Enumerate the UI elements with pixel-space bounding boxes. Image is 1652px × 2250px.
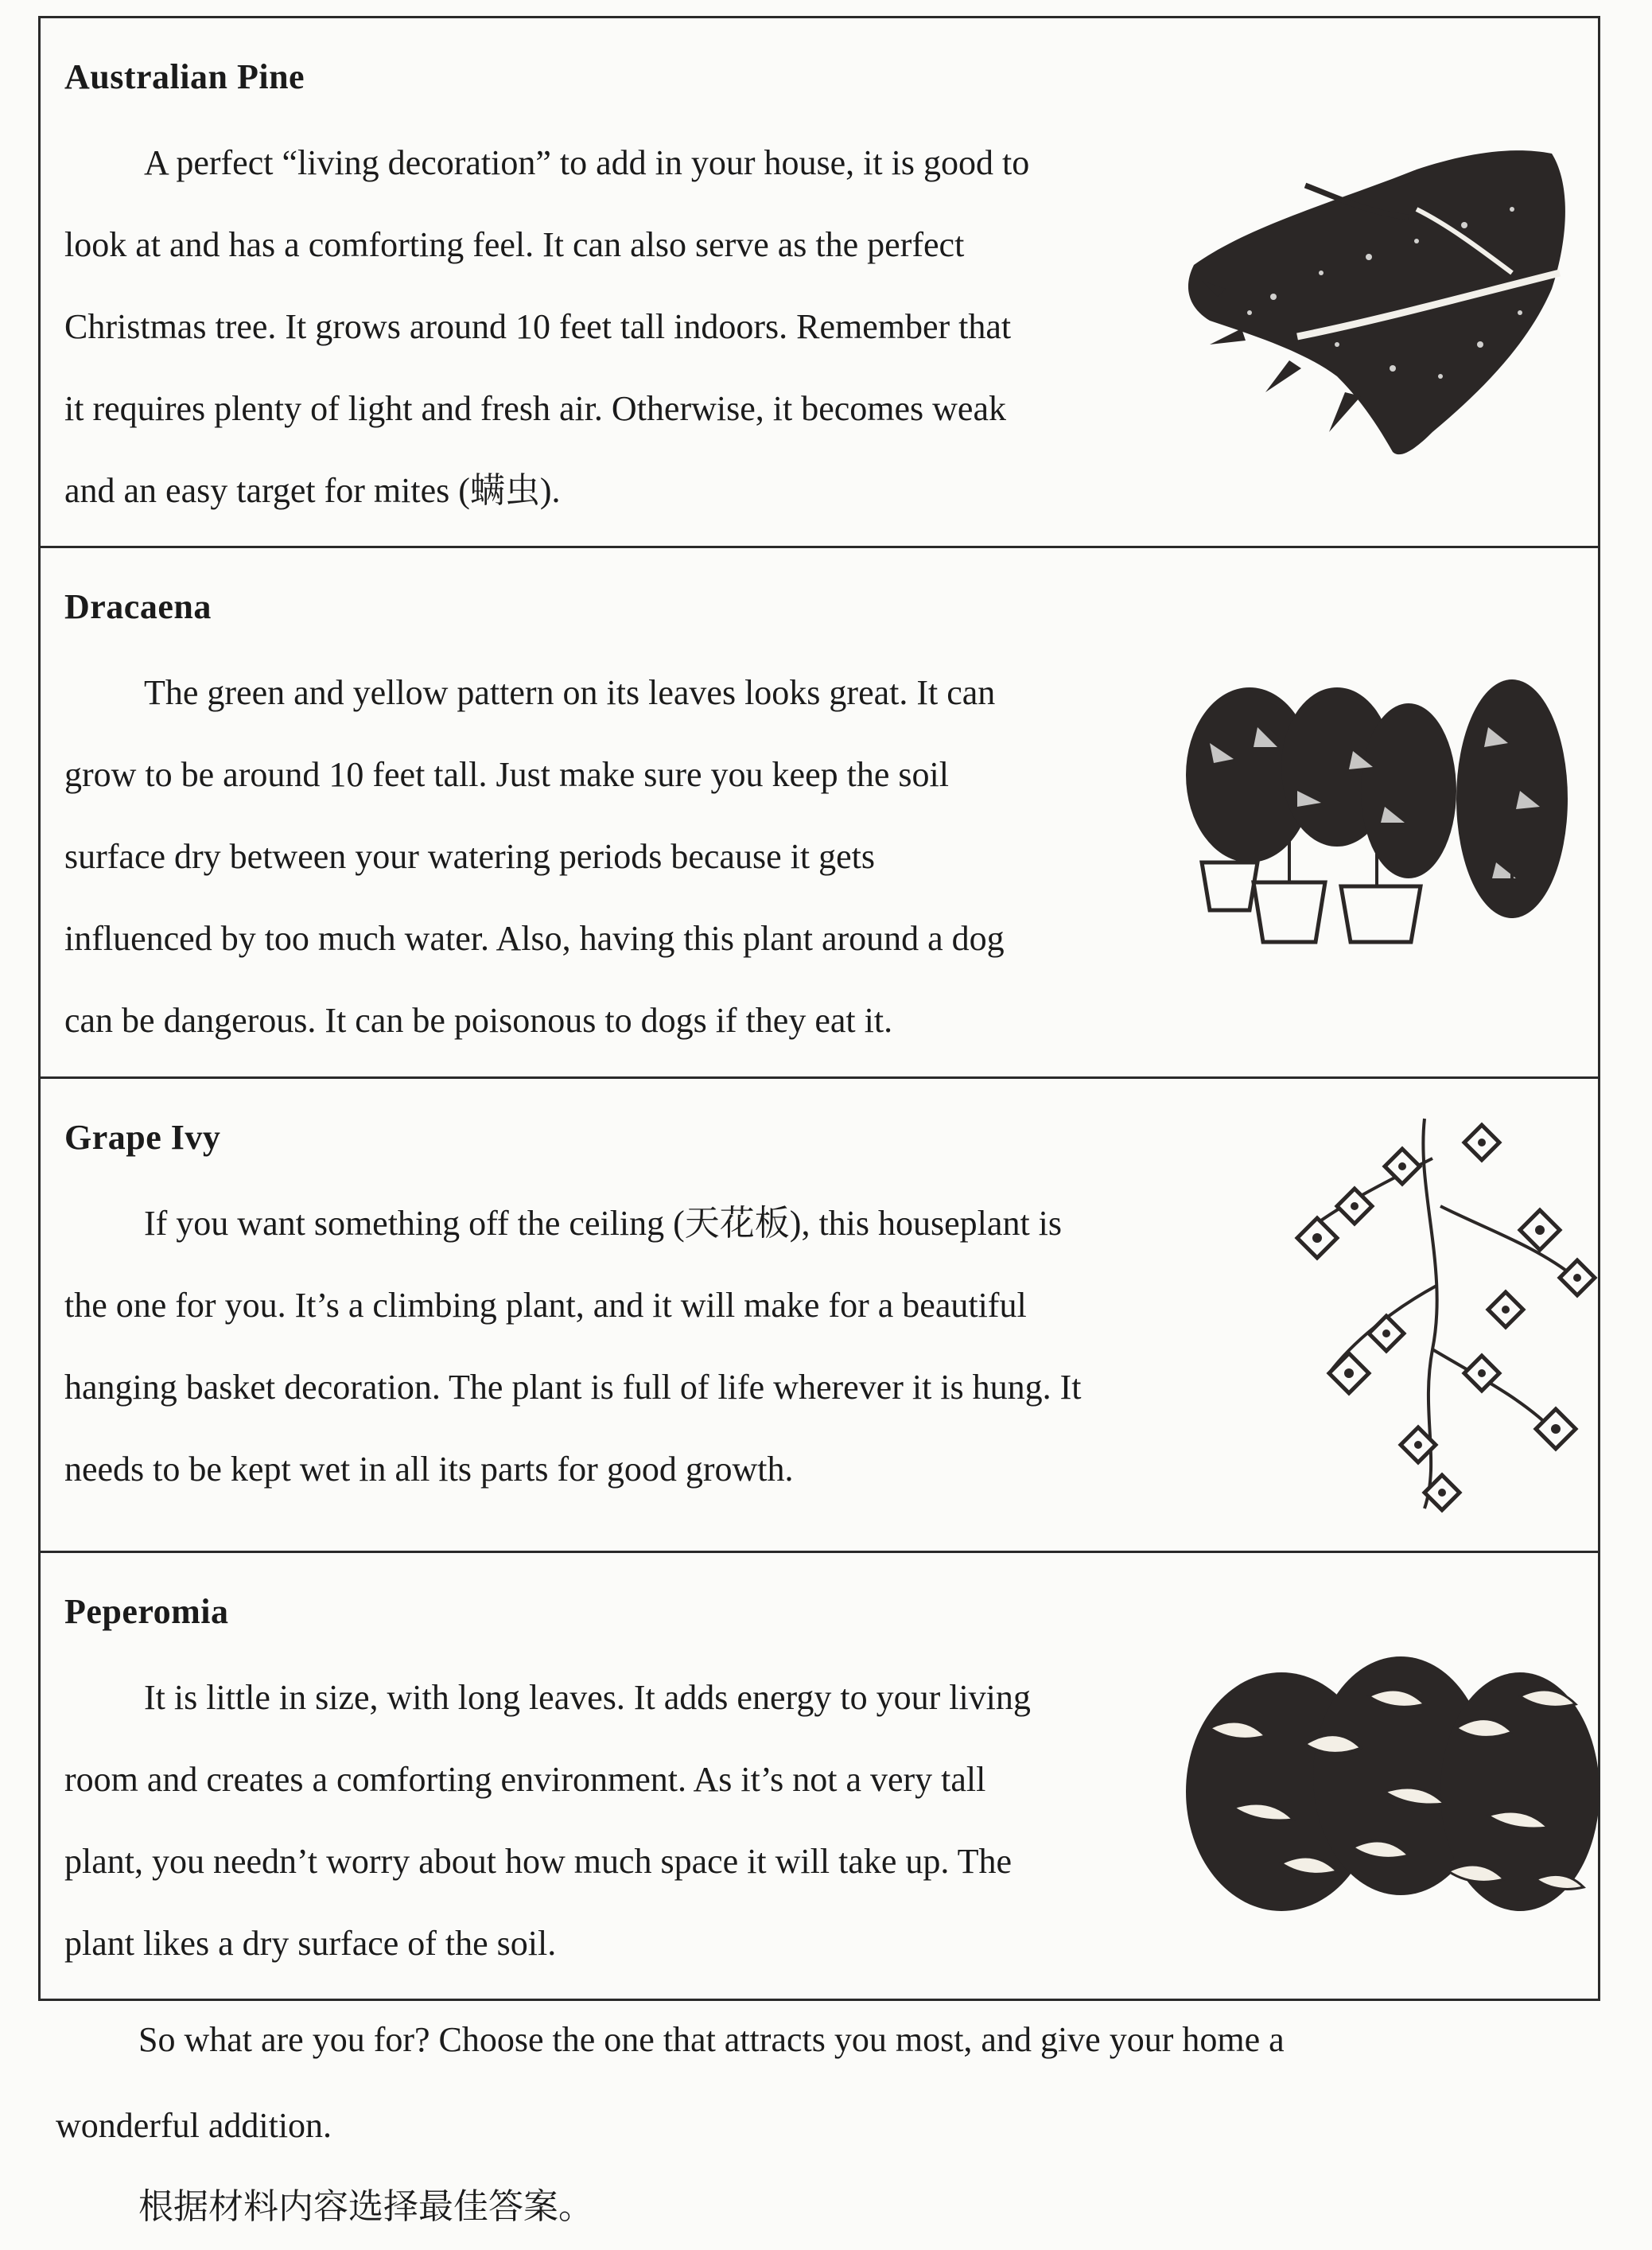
grape-ivy-illustration	[1265, 1111, 1600, 1516]
plant-table	[38, 16, 1600, 2001]
pine-branch-illustration	[1178, 138, 1576, 472]
description-line: room and creates a comforting environment. As it’s not a very tall	[64, 1760, 986, 1799]
description-line: grow to be around 10 feet tall. Just make sure you keep the soil	[64, 755, 949, 794]
plant-description	[64, 1182, 1202, 1510]
description-line: plant, you needn’t worry about how much space it will take up. The	[64, 1842, 1012, 1881]
closing-paragraph	[56, 1997, 1567, 2169]
peperomia-illustration	[1186, 1649, 1600, 1919]
plant-description	[64, 122, 1202, 531]
description-line: can be dangerous. It can be poisonous to dogs if they eat it.	[64, 1001, 893, 1040]
plant-description	[64, 1656, 1202, 1984]
description-line: hanging basket decoration. The plant is full of life wherever it is hung. It	[64, 1368, 1082, 1407]
closing-line: wonderful addition.	[56, 2106, 332, 2145]
dracaena-pots-illustration	[1178, 679, 1576, 966]
plant-entry-dracaena	[41, 548, 1598, 1079]
plant-name: Grape Ivy	[64, 1118, 221, 1157]
plant-name: Australian Pine	[64, 57, 305, 96]
plant-description	[64, 652, 1202, 1061]
description-line: A perfect “living decoration” to add in your house, it is good to	[144, 143, 1030, 182]
description-line: If you want something off the ceiling (天花板), this houseplant is	[144, 1204, 1063, 1243]
description-line: influenced by too much water. Also, having this plant around a dog	[64, 919, 1005, 958]
description-line: It is little in size, with long leaves. It adds energy to your living	[144, 1678, 1031, 1717]
closing-line: So what are you for? Choose the one that attracts you most, and give your home a	[138, 2020, 1285, 2059]
description-line: the one for you. It’s a climbing plant, and it will make for a beautiful	[64, 1286, 1027, 1325]
plant-entry-grape-ivy	[41, 1079, 1598, 1553]
plant-entry-australian-pine	[41, 18, 1598, 548]
description-line: surface dry between your watering periods because it gets	[64, 837, 875, 876]
description-line: needs to be kept wet in all its parts for good growth.	[64, 1450, 794, 1489]
plant-name: Dracaena	[64, 587, 212, 626]
description-line: and an easy target for mites (螨虫).	[64, 471, 561, 510]
description-line: Christmas tree. It grows around 10 feet tall indoors. Remember that	[64, 307, 1012, 346]
question-instruction: 根据材料内容选择最佳答案。	[138, 2187, 593, 2226]
description-line: The green and yellow pattern on its leaves looks great. It can	[144, 673, 996, 712]
plant-entry-peperomia	[41, 1553, 1598, 1999]
description-line: it requires plenty of light and fresh air. Otherwise, it becomes weak	[64, 389, 1006, 428]
description-line: plant likes a dry surface of the soil.	[64, 1924, 557, 1963]
description-line: look at and has a comforting feel. It can also serve as the perfect	[64, 225, 965, 264]
plant-name: Peperomia	[64, 1592, 229, 1631]
